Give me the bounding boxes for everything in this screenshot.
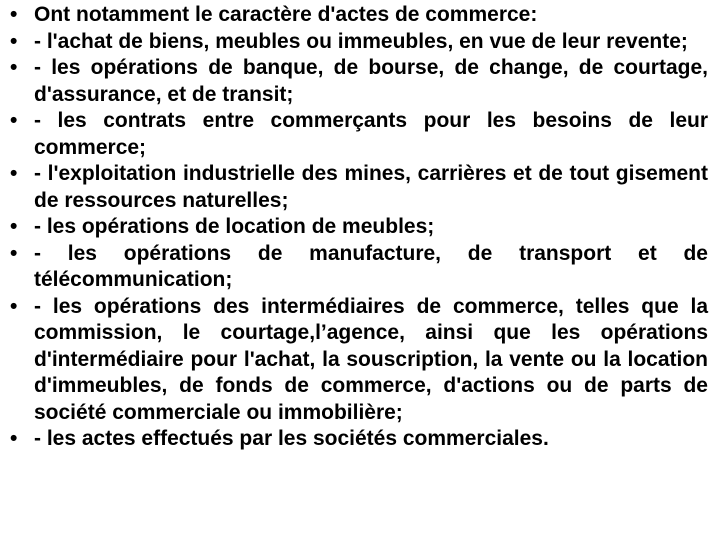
bullet-text: Ont notamment le caractère d'actes de commerce: (34, 3, 538, 26)
bullet-text: - les actes effectués par les sociétés commerciales. (34, 427, 549, 450)
bullet-item-manufacture (10, 241, 708, 294)
bullet-text: - les opérations des intermédiaires de commerce, telles que la commission, le courtage,l’agence, ainsi que les opérations d'intermédiaire pour l'achat, la souscription, la vente ou la location d'immeubles, de fonds de commerce, d'actions ou de parts de société commerciale ou immobilière; (34, 294, 708, 424)
bullet-icon: • (10, 162, 18, 185)
bullet-icon: • (10, 56, 18, 79)
bullet-list (10, 2, 708, 453)
bullet-item-intermediaires (10, 294, 708, 427)
bullet-text: - l'exploitation industrielle des mines, carrières et de tout gisement de ressources naturelles; (34, 162, 708, 212)
bullet-item-mines (10, 161, 708, 214)
bullet-icon: • (10, 3, 18, 26)
bullet-item-societes (10, 426, 708, 453)
bullet-item-intro (10, 2, 708, 29)
bullet-item-achat (10, 29, 708, 56)
bullet-icon: • (10, 241, 18, 265)
bullet-text: - l'achat de biens, meubles ou immeubles, en vue de leur revente; (34, 29, 688, 53)
bullet-icon: • (10, 29, 18, 53)
bullet-icon: • (10, 109, 18, 132)
bullet-text: - les opérations de location de meubles; (34, 215, 435, 238)
bullet-icon: • (10, 427, 18, 450)
bullet-item-contrats (10, 108, 708, 161)
bullet-item-location (10, 214, 708, 241)
bullet-item-banque (10, 55, 708, 108)
bullet-text: - les opérations de banque, de bourse, de change, de courtage, d'assurance, et de transit; (34, 56, 708, 106)
bullet-icon: • (10, 294, 18, 318)
bullet-text: - les contrats entre commerçants pour les besoins de leur commerce; (34, 109, 708, 159)
bullet-icon: • (10, 215, 18, 238)
bullet-text: - les opérations de manufacture, de transport et de télécommunication; (34, 241, 708, 291)
